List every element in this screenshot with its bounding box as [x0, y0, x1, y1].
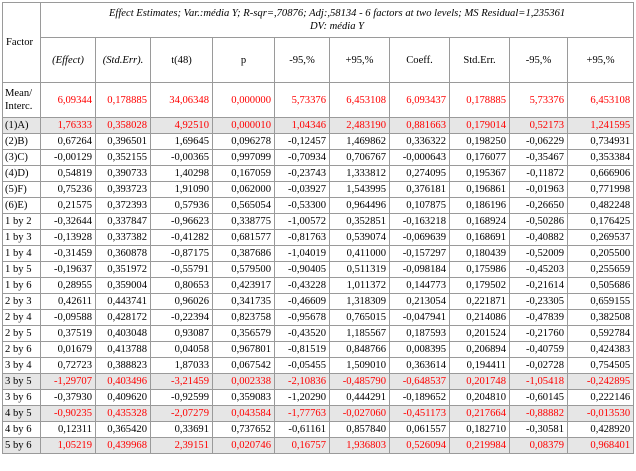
row-label: (5)F): [3, 182, 41, 198]
table-cell: 0,848766: [330, 342, 390, 358]
table-cell: 0,57936: [151, 198, 213, 214]
table-cell: 2,483190: [330, 118, 390, 134]
table-cell: 0,881663: [390, 118, 450, 134]
table-row: [3, 358, 634, 374]
row-label: 5 by 6: [3, 438, 41, 454]
row-label: (2)B): [3, 134, 41, 150]
table-cell: -0,40882: [510, 230, 568, 246]
table-cell: -2,10836: [275, 374, 330, 390]
table-cell: 0,376181: [390, 182, 450, 198]
effect-estimates-table: [2, 2, 634, 454]
title-line-1: Effect Estimates; Var.:média Y; R-sqr=,70876; Adj:,58134 - 6 factors at two levels; MS Residual=1,235361: [108, 8, 566, 19]
table-cell: 0,168924: [450, 214, 510, 230]
row-label: 1 by 5: [3, 262, 41, 278]
table-row: [3, 422, 634, 438]
table-cell: 0,206894: [450, 342, 510, 358]
table-cell: -0,43520: [275, 326, 330, 342]
table-cell: 1,011372: [330, 278, 390, 294]
table-cell: -0,92599: [151, 390, 213, 406]
table-cell: -0,60145: [510, 390, 568, 406]
table-cell: -2,07279: [151, 406, 213, 422]
table-cell: 0,201748: [450, 374, 510, 390]
table-cell: 0,706767: [330, 150, 390, 166]
table-cell: 0,195367: [450, 166, 510, 182]
table-cell: 0,997099: [213, 150, 275, 166]
table-cell: 0,178885: [96, 83, 151, 118]
table-cell: -0,01963: [510, 182, 568, 198]
table-cell: 0,539074: [330, 230, 390, 246]
table-cell: 0,54819: [41, 166, 96, 182]
table-cell: 1,469862: [330, 134, 390, 150]
table-cell: 0,353384: [568, 150, 634, 166]
table-cell: 0,592784: [568, 326, 634, 342]
table-cell: 0,358028: [96, 118, 151, 134]
column-header: -95,%: [275, 38, 330, 83]
row-label: 3 by 6: [3, 390, 41, 406]
table-cell: -0,648537: [390, 374, 450, 390]
table-row: [3, 342, 634, 358]
table-cell: -0,43228: [275, 278, 330, 294]
table-cell: -0,88882: [510, 406, 568, 422]
table-cell: 1,76333: [41, 118, 96, 134]
column-header: -95,%: [510, 38, 568, 83]
table-cell: 0,409620: [96, 390, 151, 406]
table-cell: 0,219984: [450, 438, 510, 454]
table-cell: 0,967801: [213, 342, 275, 358]
table-cell: 0,214086: [450, 310, 510, 326]
table-cell: -0,485790: [330, 374, 390, 390]
table-row: [3, 118, 634, 134]
table-cell: 0,338775: [213, 214, 275, 230]
table-cell: -0,02728: [510, 358, 568, 374]
table-cell: -1,04019: [275, 246, 330, 262]
table-cell: -0,000643: [390, 150, 450, 166]
table-cell: 5,73376: [275, 83, 330, 118]
table-cell: 0,107875: [390, 198, 450, 214]
row-label: (6)E): [3, 198, 41, 214]
table-cell: -0,19637: [41, 262, 96, 278]
row-label: 1 by 6: [3, 278, 41, 294]
table-cell: -0,13928: [41, 230, 96, 246]
table-cell: -0,05455: [275, 358, 330, 374]
table-cell: -0,41282: [151, 230, 213, 246]
table-cell: -0,81519: [275, 342, 330, 358]
table-cell: 0,204810: [450, 390, 510, 406]
table-cell: -0,40759: [510, 342, 568, 358]
table-cell: -0,242895: [568, 374, 634, 390]
table-cell: -0,157297: [390, 246, 450, 262]
table-cell: 0,754505: [568, 358, 634, 374]
factor-header: Factor: [3, 3, 41, 83]
table-cell: 0,403496: [96, 374, 151, 390]
table-cell: 0,221871: [450, 294, 510, 310]
table-row: [3, 214, 634, 230]
table-cell: -0,069639: [390, 230, 450, 246]
table-cell: -0,31459: [41, 246, 96, 262]
table-cell: 0,274095: [390, 166, 450, 182]
table-cell: -0,23305: [510, 294, 568, 310]
table-row: [3, 262, 634, 278]
column-header: t(48): [151, 38, 213, 83]
table-cell: 0,443741: [96, 294, 151, 310]
table-cell: -0,21614: [510, 278, 568, 294]
table-cell: 1,69645: [151, 134, 213, 150]
table-cell: 0,12311: [41, 422, 96, 438]
table-cell: 4,92510: [151, 118, 213, 134]
table-cell: 0,823758: [213, 310, 275, 326]
table-cell: 2,39151: [151, 438, 213, 454]
table-cell: 0,365420: [96, 422, 151, 438]
table-cell: -3,21459: [151, 374, 213, 390]
table-cell: 0,413788: [96, 342, 151, 358]
column-header: +95,%: [330, 38, 390, 83]
table-cell: 1,318309: [330, 294, 390, 310]
table-cell: -0,50286: [510, 214, 568, 230]
table-row: [3, 374, 634, 390]
table-cell: 0,428920: [568, 422, 634, 438]
table-cell: 0,964496: [330, 198, 390, 214]
table-cell: 0,681577: [213, 230, 275, 246]
table-cell: 0,16757: [275, 438, 330, 454]
table-row: [3, 182, 634, 198]
table-cell: 0,33691: [151, 422, 213, 438]
table-cell: -0,30581: [510, 422, 568, 438]
table-cell: 0,411000: [330, 246, 390, 262]
table-cell: -0,00129: [41, 150, 96, 166]
table-cell: 0,067542: [213, 358, 275, 374]
table-cell: -0,55791: [151, 262, 213, 278]
table-row: [3, 390, 634, 406]
table-cell: 0,187593: [390, 326, 450, 342]
table-cell: -0,00365: [151, 150, 213, 166]
table-cell: 0,337847: [96, 214, 151, 230]
table-cell: -0,47839: [510, 310, 568, 326]
table-cell: -1,77763: [275, 406, 330, 422]
table-row: [3, 134, 634, 150]
table-cell: 6,453108: [568, 83, 634, 118]
table-cell: 0,194411: [450, 358, 510, 374]
table-cell: 0,93087: [151, 326, 213, 342]
table-cell: 0,182710: [450, 422, 510, 438]
table-cell: 0,175986: [450, 262, 510, 278]
table-cell: 0,179502: [450, 278, 510, 294]
table-cell: -0,32644: [41, 214, 96, 230]
table-cell: 0,198250: [450, 134, 510, 150]
table-cell: 0,67264: [41, 134, 96, 150]
column-header: +95,%: [568, 38, 634, 83]
table-cell: -0,90235: [41, 406, 96, 422]
table-cell: 0,388823: [96, 358, 151, 374]
table-cell: 0,387686: [213, 246, 275, 262]
row-label: Mean/ Interc.: [3, 83, 41, 118]
table-cell: 0,579500: [213, 262, 275, 278]
table-cell: 1,509010: [330, 358, 390, 374]
table-cell: 0,382508: [568, 310, 634, 326]
table-cell: 0,857840: [330, 422, 390, 438]
table-cell: 0,043584: [213, 406, 275, 422]
table-cell: 0,390733: [96, 166, 151, 182]
column-header: (Std.Err).: [96, 38, 151, 83]
table-cell: 0,178885: [450, 83, 510, 118]
table-row: [3, 310, 634, 326]
table-cell: 0,42611: [41, 294, 96, 310]
row-label: 2 by 4: [3, 310, 41, 326]
table-row: [3, 438, 634, 454]
table-cell: -0,46609: [275, 294, 330, 310]
table-cell: 0,28955: [41, 278, 96, 294]
table-cell: 0,201524: [450, 326, 510, 342]
table-cell: -0,23743: [275, 166, 330, 182]
table-cell: 0,771998: [568, 182, 634, 198]
table-row: [3, 198, 634, 214]
row-label: 3 by 5: [3, 374, 41, 390]
table-cell: 0,144773: [390, 278, 450, 294]
row-label: 1 by 4: [3, 246, 41, 262]
table-cell: -1,29707: [41, 374, 96, 390]
table-cell: -0,12457: [275, 134, 330, 150]
table-cell: 1,87033: [151, 358, 213, 374]
table-row: [3, 326, 634, 342]
table-cell: -0,61161: [275, 422, 330, 438]
table-cell: 1,241595: [568, 118, 634, 134]
row-label: (3)C): [3, 150, 41, 166]
table-cell: 0,351972: [96, 262, 151, 278]
table-cell: 0,360878: [96, 246, 151, 262]
table-cell: 0,666906: [568, 166, 634, 182]
table-cell: -0,95678: [275, 310, 330, 326]
table-cell: 0,968401: [568, 438, 634, 454]
table-cell: 0,04058: [151, 342, 213, 358]
row-label: 2 by 5: [3, 326, 41, 342]
table-cell: 0,000000: [213, 83, 275, 118]
column-header: (Effect): [41, 38, 96, 83]
table-row: [3, 278, 634, 294]
table-cell: 1,40298: [151, 166, 213, 182]
table-cell: 0,765015: [330, 310, 390, 326]
table-cell: 1,05219: [41, 438, 96, 454]
table-cell: -0,52009: [510, 246, 568, 262]
table-cell: 6,093437: [390, 83, 450, 118]
table-cell: 0,269537: [568, 230, 634, 246]
table-title: [41, 3, 634, 38]
table-cell: 1,91090: [151, 182, 213, 198]
table-cell: 0,423917: [213, 278, 275, 294]
table-cell: 6,09344: [41, 83, 96, 118]
table-cell: -0,26650: [510, 198, 568, 214]
table-cell: -0,35467: [510, 150, 568, 166]
table-cell: 0,444291: [330, 390, 390, 406]
table-cell: -0,189652: [390, 390, 450, 406]
table-cell: 0,372393: [96, 198, 151, 214]
table-cell: 0,393723: [96, 182, 151, 198]
table-cell: -0,11872: [510, 166, 568, 182]
table-cell: 0,341735: [213, 294, 275, 310]
table-cell: 0,403048: [96, 326, 151, 342]
table-cell: 0,37519: [41, 326, 96, 342]
table-cell: 0,062000: [213, 182, 275, 198]
table-row: [3, 246, 634, 262]
table-cell: 0,196861: [450, 182, 510, 198]
column-header: p: [213, 38, 275, 83]
table-cell: 0,96026: [151, 294, 213, 310]
table-cell: -0,37930: [41, 390, 96, 406]
table-cell: 1,936803: [330, 438, 390, 454]
table-cell: 0,359004: [96, 278, 151, 294]
column-header: Std.Err.: [450, 38, 510, 83]
table-cell: 0,52173: [510, 118, 568, 134]
table-cell: 1,543995: [330, 182, 390, 198]
table-cell: -0,047941: [390, 310, 450, 326]
row-label: (4)D): [3, 166, 41, 182]
table-cell: 0,505686: [568, 278, 634, 294]
table-cell: -0,81763: [275, 230, 330, 246]
table-cell: 1,04346: [275, 118, 330, 134]
table-cell: 0,424383: [568, 342, 634, 358]
row-label: 1 by 3: [3, 230, 41, 246]
table-cell: 0,526094: [390, 438, 450, 454]
title-line-2: DV: média Y: [310, 21, 365, 32]
table-cell: 0,428172: [96, 310, 151, 326]
effect-estimates-table-container: [2, 2, 633, 454]
table-cell: 0,21575: [41, 198, 96, 214]
table-cell: 0,511319: [330, 262, 390, 278]
table-cell: -0,098184: [390, 262, 450, 278]
table-body: [3, 83, 634, 454]
table-cell: -0,70934: [275, 150, 330, 166]
table-cell: -0,21760: [510, 326, 568, 342]
table-cell: 0,439968: [96, 438, 151, 454]
table-cell: 6,453108: [330, 83, 390, 118]
row-label: 3 by 4: [3, 358, 41, 374]
table-cell: 0,180439: [450, 246, 510, 262]
row-label: 2 by 3: [3, 294, 41, 310]
table-cell: 0,482248: [568, 198, 634, 214]
table-row: [3, 83, 634, 118]
table-cell: 0,356579: [213, 326, 275, 342]
table-cell: 0,435328: [96, 406, 151, 422]
table-cell: 0,186196: [450, 198, 510, 214]
table-row: [3, 150, 634, 166]
table-cell: 0,734931: [568, 134, 634, 150]
row-label: 4 by 6: [3, 422, 41, 438]
row-label: 2 by 6: [3, 342, 41, 358]
table-cell: 0,359083: [213, 390, 275, 406]
table-cell: -0,163218: [390, 214, 450, 230]
table-cell: -0,027060: [330, 406, 390, 422]
table-cell: 0,565054: [213, 198, 275, 214]
table-cell: 0,176425: [568, 214, 634, 230]
table-cell: 0,352851: [330, 214, 390, 230]
table-cell: 0,396501: [96, 134, 151, 150]
table-cell: 0,659155: [568, 294, 634, 310]
table-cell: -1,20290: [275, 390, 330, 406]
table-cell: 0,205500: [568, 246, 634, 262]
row-label: 1 by 2: [3, 214, 41, 230]
table-cell: -0,03927: [275, 182, 330, 198]
table-row: [3, 230, 634, 246]
table-cell: 34,06348: [151, 83, 213, 118]
table-cell: -0,96623: [151, 214, 213, 230]
table-cell: -0,90405: [275, 262, 330, 278]
table-cell: 0,72723: [41, 358, 96, 374]
row-label: (1)A): [3, 118, 41, 134]
table-cell: 0,008395: [390, 342, 450, 358]
table-cell: -0,22394: [151, 310, 213, 326]
table-cell: 5,73376: [510, 83, 568, 118]
table-cell: -0,06229: [510, 134, 568, 150]
table-cell: 0,01679: [41, 342, 96, 358]
table-cell: 0,352155: [96, 150, 151, 166]
table-cell: 0,020746: [213, 438, 275, 454]
table-row: [3, 406, 634, 422]
table-cell: 0,217664: [450, 406, 510, 422]
table-cell: 0,75236: [41, 182, 96, 198]
table-cell: -0,87175: [151, 246, 213, 262]
table-cell: 0,363614: [390, 358, 450, 374]
table-cell: -0,451173: [390, 406, 450, 422]
row-label: 4 by 5: [3, 406, 41, 422]
table-cell: -0,09588: [41, 310, 96, 326]
table-cell: -0,013530: [568, 406, 634, 422]
table-cell: 0,737652: [213, 422, 275, 438]
table-cell: 1,333812: [330, 166, 390, 182]
table-cell: 0,176077: [450, 150, 510, 166]
table-cell: 0,80653: [151, 278, 213, 294]
table-cell: -1,00572: [275, 214, 330, 230]
table-cell: 0,336322: [390, 134, 450, 150]
table-cell: -0,45203: [510, 262, 568, 278]
table-cell: 0,08379: [510, 438, 568, 454]
table-cell: 0,179014: [450, 118, 510, 134]
table-cell: 0,337382: [96, 230, 151, 246]
column-header: Coeff.: [390, 38, 450, 83]
table-cell: 0,000010: [213, 118, 275, 134]
table-row: [3, 294, 634, 310]
table-cell: 0,096278: [213, 134, 275, 150]
table-cell: 1,185567: [330, 326, 390, 342]
table-cell: 0,222146: [568, 390, 634, 406]
table-cell: 0,167059: [213, 166, 275, 182]
table-cell: 0,255659: [568, 262, 634, 278]
table-row: [3, 166, 634, 182]
table-cell: 0,213054: [390, 294, 450, 310]
column-header-row: [3, 38, 634, 83]
table-cell: 0,061557: [390, 422, 450, 438]
table-cell: -1,05418: [510, 374, 568, 390]
table-cell: -0,53300: [275, 198, 330, 214]
table-cell: 0,002338: [213, 374, 275, 390]
table-cell: 0,168691: [450, 230, 510, 246]
